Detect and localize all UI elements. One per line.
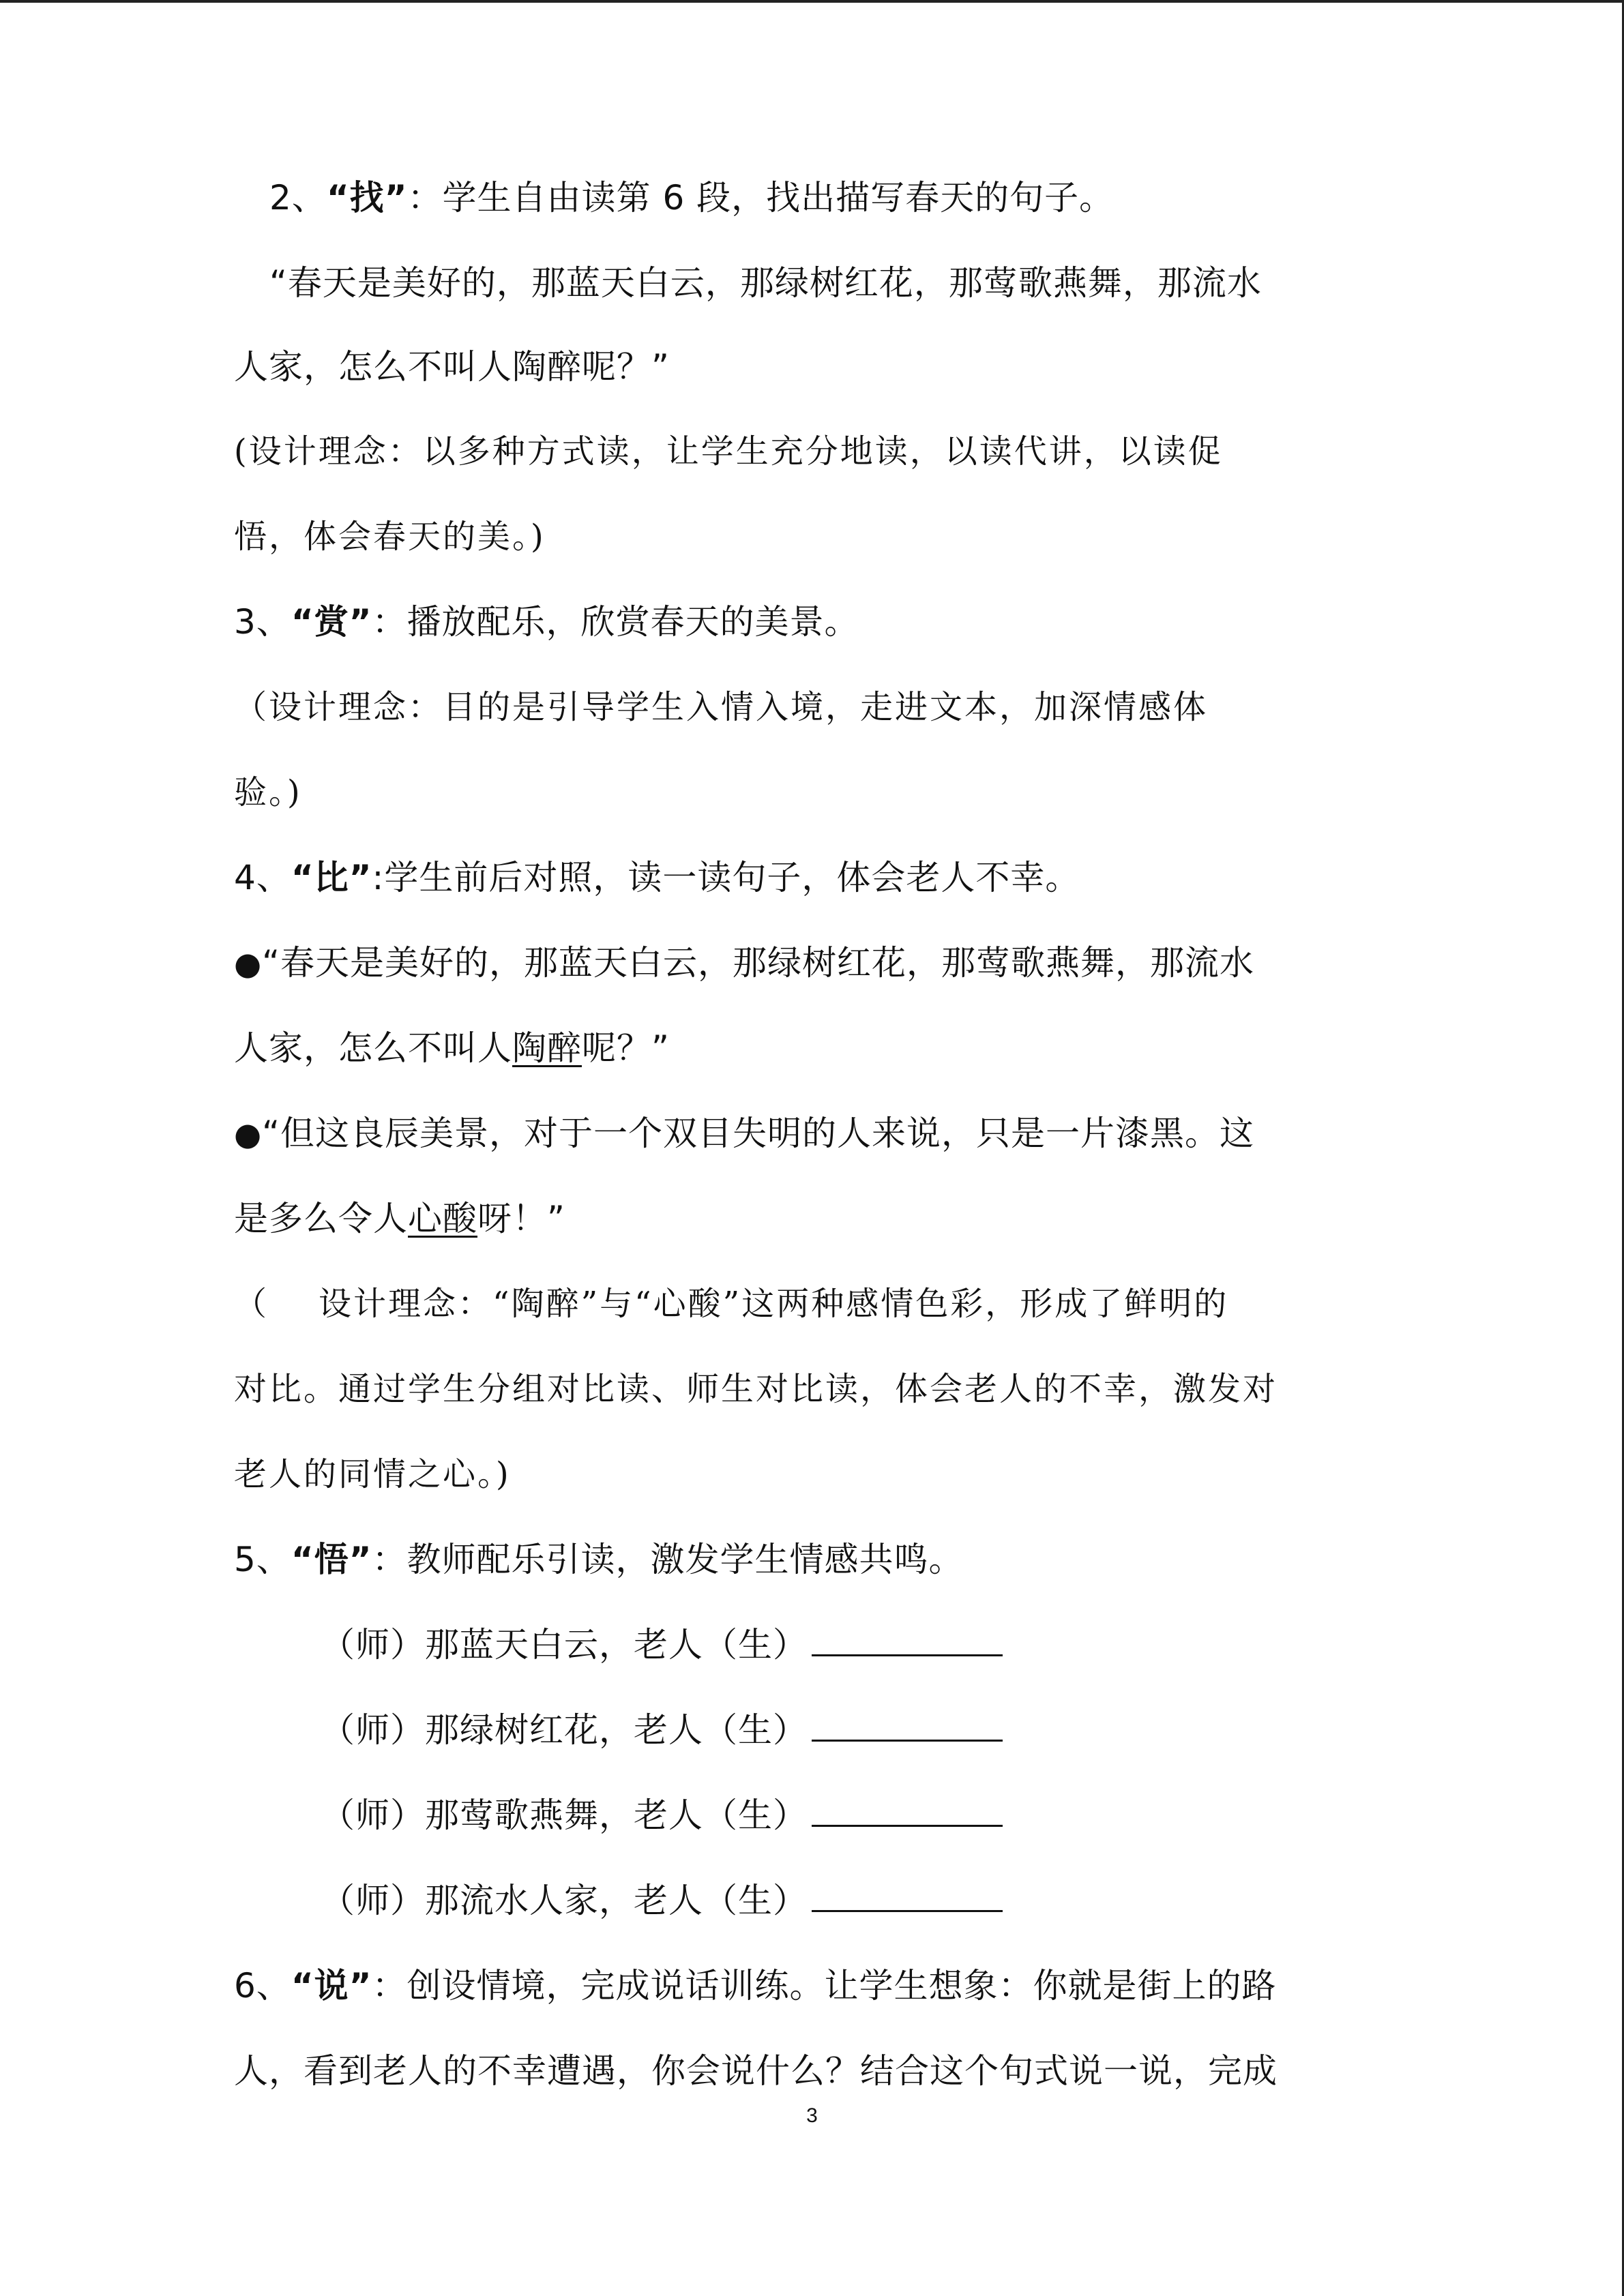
- page-top-border: [0, 0, 1624, 3]
- bullet-icon: ●: [234, 945, 263, 982]
- design-note-3-line-3: 老人的同情之心。): [234, 1455, 511, 1493]
- step-description: ：创设情境，完成说话训练。让学生想象：你就是街上的路: [372, 1966, 1277, 2006]
- page-number: 3: [806, 2104, 818, 2127]
- guided-reading-line-1: [321, 1623, 1003, 1667]
- underlined-word-taozui: 陶醉: [512, 1028, 582, 1068]
- guided-reading-line-3: [321, 1793, 1003, 1837]
- step-description: ：教师配乐引读，激发学生情感共鸣。: [372, 1540, 964, 1579]
- step-keyword: “找”: [326, 178, 408, 218]
- step-6-line-2: 人，看到老人的不幸遭遇，你会说什么？结合这个句式说一说，完成: [234, 2051, 1278, 2091]
- step-keyword: “比”: [291, 858, 372, 897]
- quote-spring-line-1: “春天是美好的，那蓝天白云，那绿树红花，那莺歌燕舞，那流水: [269, 263, 1262, 303]
- guided-reading-text: （师）那蓝天白云，老人（生）: [321, 1625, 808, 1665]
- design-note-2-line-1: （设计理念：目的是引导学生入情入境，走进文本，加深情感体: [234, 688, 1209, 726]
- sentence-text: 呀！”: [477, 1199, 565, 1238]
- step-4-heading: [234, 856, 1080, 899]
- step-5-heading: [234, 1538, 964, 1581]
- compare-sentence-2-line-1: [234, 1112, 1254, 1156]
- guided-reading-text: （师）那莺歌燕舞，老人（生）: [321, 1795, 808, 1835]
- step-description: ：学生自由读第 6 段，找出描写春天的句子。: [407, 178, 1114, 218]
- step-number: 5、: [234, 1540, 291, 1579]
- guided-reading-text: （师）那流水人家，老人（生）: [321, 1881, 808, 1920]
- sentence-text: 人家，怎么不叫人: [234, 1028, 512, 1068]
- sentence-text: 呢？”: [582, 1028, 670, 1068]
- bullet-icon: ●: [234, 1116, 263, 1152]
- design-note-3-line-1: （ 设计理念：“陶醉”与“心酸”这两种感情色彩，形成了鲜明的: [234, 1285, 1229, 1323]
- design-note-2-line-2: 验。): [234, 773, 302, 811]
- sentence-text: 是多么令人: [234, 1199, 408, 1238]
- guided-reading-line-2: [321, 1708, 1003, 1752]
- sentence-text: “春天是美好的，那蓝天白云，那绿树红花，那莺歌燕舞，那流水: [262, 943, 1255, 983]
- step-number: 4、: [234, 858, 291, 897]
- compare-sentence-1-line-1: [234, 941, 1254, 985]
- step-3-heading: [234, 600, 859, 644]
- step-number: 3、: [234, 602, 291, 642]
- fill-in-blank: [812, 1708, 1003, 1742]
- design-note-1-line-2: 悟，体会春天的美。): [234, 518, 546, 556]
- step-number: 6、: [234, 1966, 291, 2006]
- quote-spring-line-2: 人家，怎么不叫人陶醉呢？”: [234, 347, 670, 387]
- step-keyword: “悟”: [291, 1540, 372, 1579]
- design-note-3-line-2: 对比。通过学生分组对比读、师生对比读，体会老人的不幸，激发对: [234, 1370, 1278, 1408]
- sentence-text: “但这良辰美景，对于一个双目失明的人来说，只是一片漆黑。这: [262, 1114, 1255, 1153]
- compare-sentence-1-line-2: [234, 1026, 670, 1070]
- guided-reading-line-4: [321, 1879, 1003, 1922]
- step-description: ：播放配乐，欣赏春天的美景。: [372, 602, 859, 642]
- fill-in-blank: [812, 1879, 1003, 1912]
- design-note-1-line-1: (设计理念：以多种方式读，让学生充分地读，以读代讲，以读促: [234, 432, 1223, 471]
- fill-in-blank: [812, 1793, 1003, 1827]
- compare-sentence-2-line-2: [234, 1197, 565, 1240]
- guided-reading-text: （师）那绿树红花，老人（生）: [321, 1710, 808, 1750]
- step-2-heading: [269, 176, 1114, 220]
- underlined-word-xinsuan: 心酸: [408, 1199, 477, 1238]
- step-6-heading: [234, 1964, 1277, 2008]
- step-number: 2、: [269, 178, 327, 218]
- fill-in-blank: [812, 1623, 1003, 1656]
- step-description: :学生前后对照，读一读句子，体会老人不幸。: [372, 858, 1080, 897]
- step-keyword: “赏”: [291, 602, 372, 642]
- step-keyword: “说”: [291, 1966, 372, 2006]
